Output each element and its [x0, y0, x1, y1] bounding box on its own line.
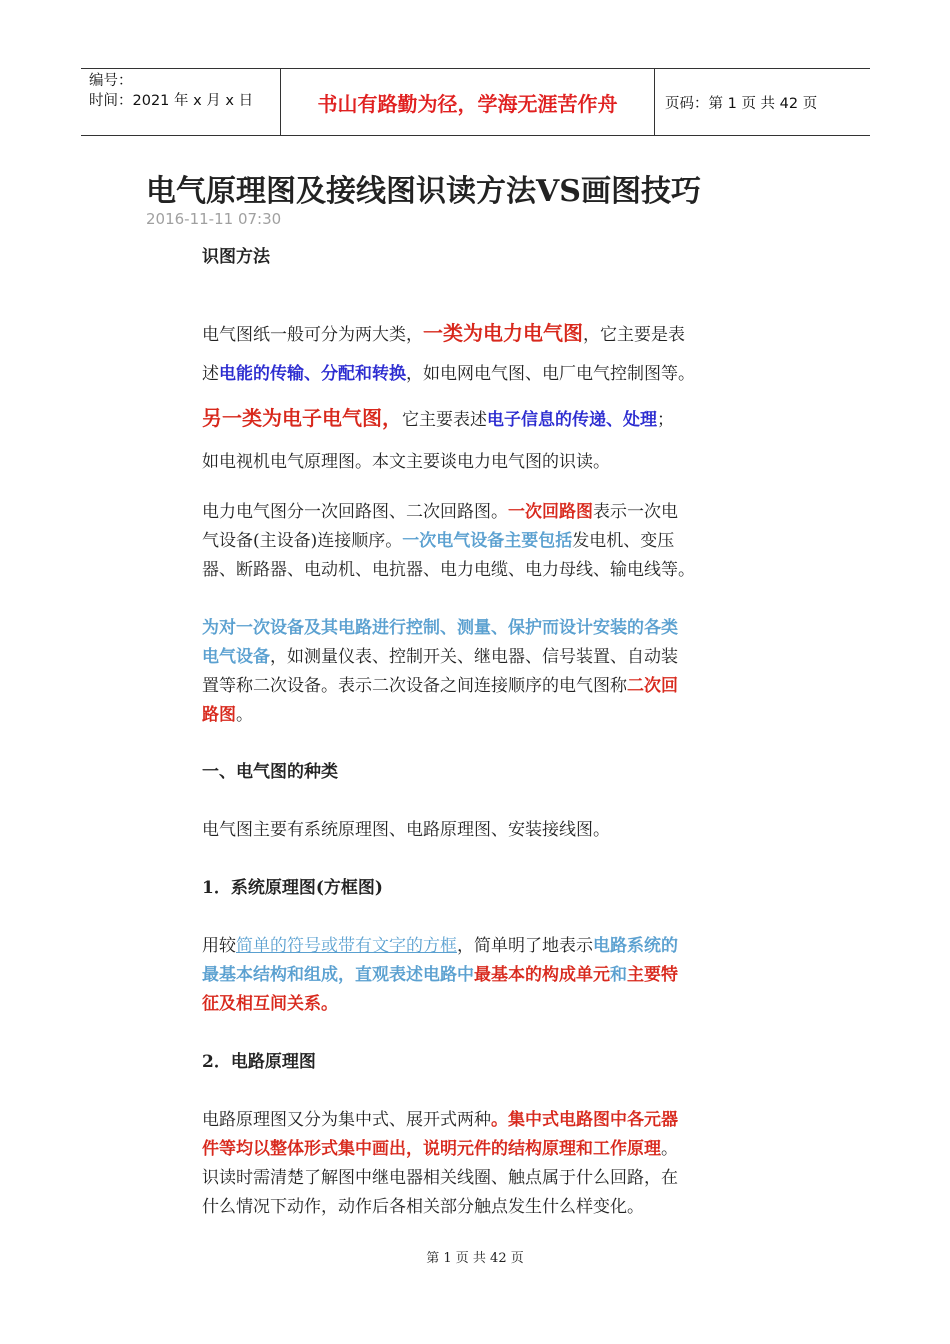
document-date: 2016-11-11 07:30 — [146, 210, 282, 228]
highlight-electronic-diagram: 另一类为电子电气图， — [202, 406, 402, 430]
highlight-info-transfer: 电子信息的传递、处理 — [487, 410, 657, 430]
heading-circuit-diagram: 2．电路原理图 — [202, 1052, 316, 1072]
header-motto: 书山有路勤为径，学海无涯苦作舟 — [281, 69, 655, 135]
highlight-simple-symbols: 简单的符号或带有文字的方框 — [236, 936, 457, 956]
highlight-centralized-diagram: 。集中式电路图中各元器 — [491, 1110, 678, 1130]
highlight-basic-units: 最基本的构成单元 — [474, 965, 610, 985]
time-label: 时间：2021 年 x 月 x 日 — [89, 93, 254, 109]
highlight-secondary-equipment: 为对一次设备及其电路进行控制、测量、保护而设计安装的各类 — [202, 618, 678, 638]
paragraph-3: 电力电气图分一次回路图、二次回路图。一次回路图表示一次电 气设备(主设备)连接顺序。一次电气设备主要包括发电机、变压 器、断路器、电动机、电抗器、电力电缆、电力母线、输电线等。 — [202, 502, 695, 580]
paragraph-7: 电路原理图又分为集中式、展开式两种。集中式电路图中各元器 件等均以整体形式集中画出，说明元件的结构原理和工作原理。 识读时需清楚了解图中继电器相关线圈、触点属于什么回路，在 什么情况下动作，动作后各相关部分触点发生什么样变化。 — [202, 1110, 678, 1217]
highlight-power-diagram: 一类为电力电气图 — [423, 321, 583, 345]
header-meta-cell — [81, 69, 281, 135]
highlight-power-transfer: 电能的传输、分配和转换 — [219, 364, 406, 384]
heading-diagram-types: 一、电气图的种类 — [202, 762, 338, 782]
number-label: 编号： — [89, 73, 133, 89]
header-page-info: 页码：第 1 页 共 42 页 — [665, 95, 818, 112]
paragraph-6: 用较简单的符号或带有文字的方框，简单明了地表示电路系统的 最基本结构和组成，直观表述电路中最基本的构成单元和主要特 征及相互间关系。 — [202, 936, 678, 1014]
paragraph-2: 另一类为电子电气图，它主要表述电子信息的传递、处理； 如电视机电气原理图。本文主要谈电力电气图的识读。 — [202, 406, 674, 472]
paragraph-1: 电气图纸一般可分为两大类，一类为电力电气图，它主要是表 述电能的传输、分配和转换，如电网电气图、电厂电气控制图等。 — [202, 321, 695, 384]
page-footer: 第 1 页 共 42 页 — [426, 1251, 524, 1266]
paragraph-5: 电气图主要有系统原理图、电路原理图、安装接线图。 — [202, 820, 610, 840]
highlight-primary-equipment: 一次电气设备主要包括 — [402, 531, 573, 551]
header-table — [81, 68, 870, 136]
paragraph-4: 为对一次设备及其电路进行控制、测量、保护而设计安装的各类 电气设备，如测量仪表、控制开关、继电器、信号装置、自动装 置等称二次设备。表示二次设备之间连接顺序的电气图称二次回 路图。 — [202, 618, 678, 725]
section-heading-method: 识图方法 — [202, 247, 270, 267]
highlight-secondary-circuit: 二次回 — [627, 676, 678, 696]
document-title: 电气原理图及接线图识读方法VS画图技巧 — [146, 174, 701, 209]
heading-system-diagram: 1．系统原理图(方框图) — [202, 878, 383, 898]
highlight-primary-circuit: 一次回路图 — [508, 502, 593, 522]
